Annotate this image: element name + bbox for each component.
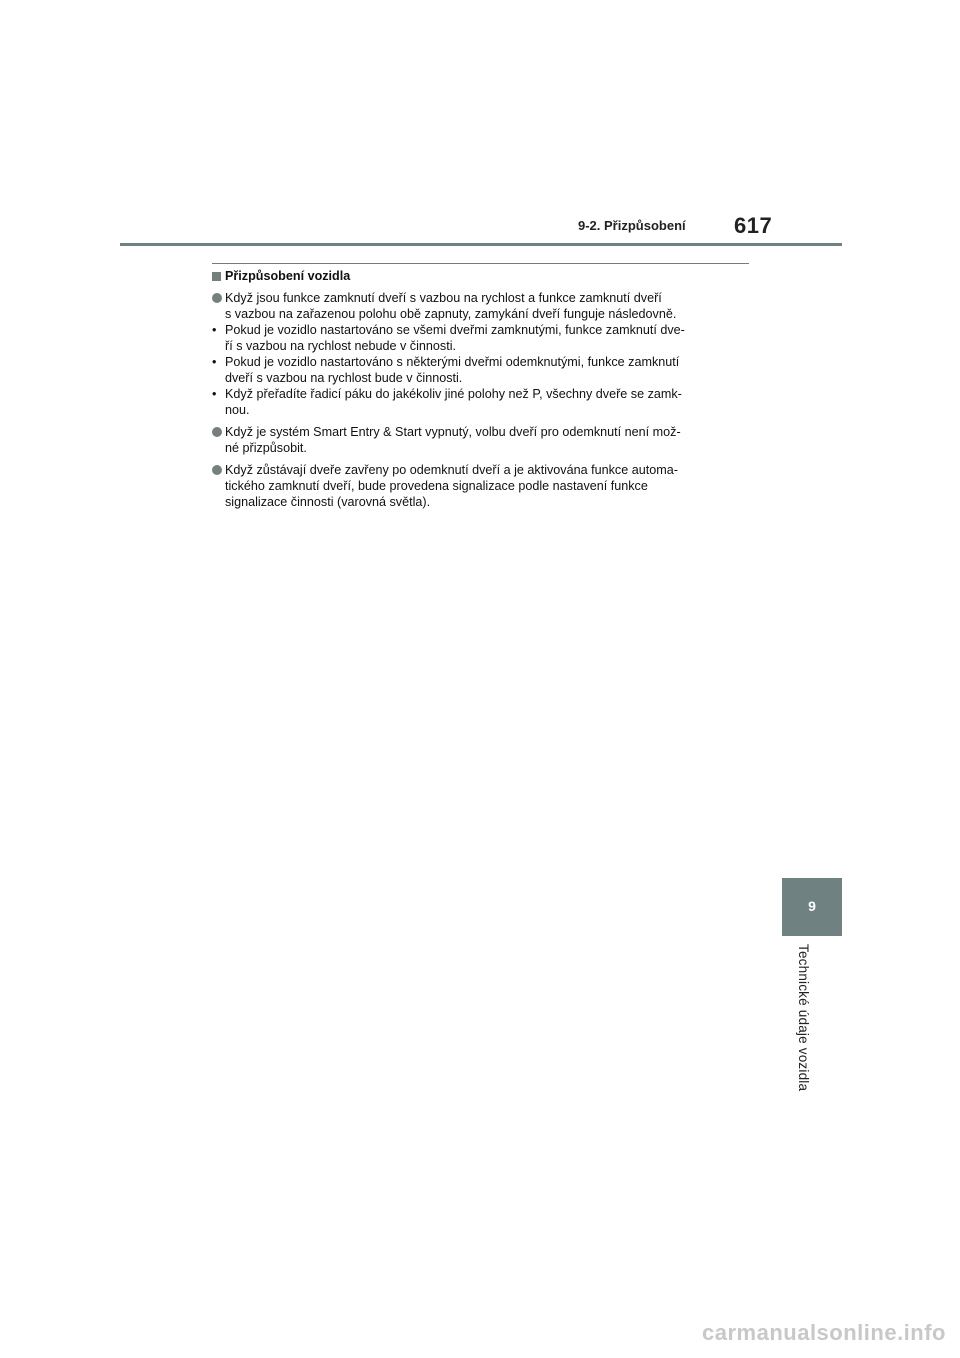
dot-bullet-icon: • — [212, 323, 217, 337]
item-text: signalizace činnosti (varovná světla). — [225, 495, 431, 509]
circle-bullet-icon — [212, 427, 222, 437]
sub-item-text: Když přeřadíte řadicí páku do jakékoliv jiné polohy než P, všechny dveře se zamk- — [225, 387, 682, 401]
header-divider — [120, 243, 842, 246]
sub-list-item — [212, 322, 752, 338]
chapter-number: 9 — [808, 898, 816, 914]
sub-item-text: ří s vazbou na rychlost nebude v činnosti. — [225, 339, 457, 353]
sub-list-item — [212, 354, 752, 370]
list-item — [212, 424, 752, 456]
item-text: s vazbou na zařazenou polohu obě zapnuty, zamykání dveří funguje následovně. — [225, 307, 677, 321]
section-title: Přizpůsobení vozidla — [225, 269, 351, 283]
section-divider — [212, 263, 749, 264]
section-heading — [212, 268, 752, 284]
circle-bullet-icon — [212, 293, 222, 303]
page-content — [212, 268, 752, 516]
sub-item-text: Pokud je vozidlo nastartováno s některými dveřmi odemknutými, funkce zamknutí — [225, 355, 680, 369]
chapter-label: Technické údaje vozidla — [796, 944, 811, 1092]
dot-bullet-icon: • — [212, 387, 217, 401]
item-text: Když je systém Smart Entry & Start vypnutý, volbu dveří pro odemknutí není mož- — [225, 425, 681, 439]
sub-list-item — [212, 386, 752, 402]
circle-bullet-icon — [212, 465, 222, 475]
item-text: Když jsou funkce zamknutí dveří s vazbou na rychlost a funkce zamknutí dveří — [225, 291, 662, 305]
chapter-tab — [782, 878, 842, 936]
section-header: 9-2. Přizpůsobení — [578, 218, 686, 233]
page-number: 617 — [734, 213, 773, 238]
sub-item-text: Pokud je vozidlo nastartováno se všemi dveřmi zamknutými, funkce zamknutí dve- — [225, 323, 685, 337]
watermark: carmanualsonline.info — [702, 1320, 946, 1345]
item-text: né přizpůsobit. — [225, 441, 307, 455]
item-text: tického zamknutí dveří, bude provedena signalizace podle nastavení funkce — [225, 479, 648, 493]
list-item — [212, 462, 752, 510]
list-item — [212, 290, 752, 418]
sub-item-text: nou. — [225, 403, 250, 417]
sub-item-text: dveří s vazbou na rychlost bude v činnosti. — [225, 371, 463, 385]
dot-bullet-icon: • — [212, 355, 217, 369]
square-bullet-icon — [212, 272, 221, 281]
item-text: Když zůstávají dveře zavřeny po odemknutí dveří a je aktivována funkce automa- — [225, 463, 678, 477]
